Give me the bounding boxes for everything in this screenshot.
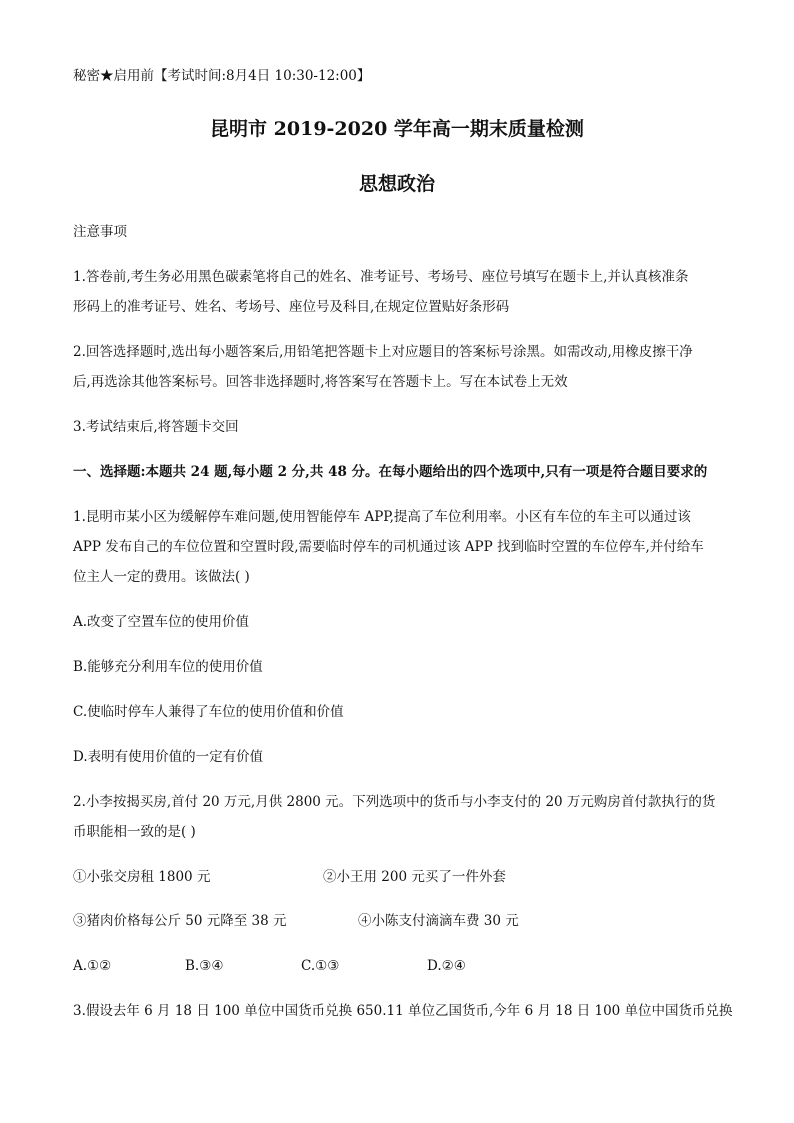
q2-option-d: D.②④ [427,958,466,974]
q1-option-b: B.能够充分利用车位的使用价值 [73,659,263,675]
q1-option-d: D.表明有使用价值的一定有价值 [73,749,264,765]
q1-option-a: A.改变了空置车位的使用价值 [73,614,250,630]
note-1-line-1: 1.答卷前,考生务必用黑色碳素笔将自己的姓名、准考证号、考场号、座位号填写在题卡上,并认真核准条 [73,269,689,285]
q1-line-1: 1.昆明市某小区为缓解停车难问题,使用智能停车 APP,提高了车位利用率。小区有车位的车主可以通过该 [73,509,691,525]
q2-statement-1: ①小张交房租 1800 元 [73,869,211,885]
note-3: 3.考试结束后,将答题卡交回 [73,419,239,435]
q1-line-3: 位主人一定的费用。该做法( ) [73,569,250,585]
q3-line-1: 3.假设去年 6 月 18 日 100 单位中国货币兑换 650.11 单位乙国货币,今年 6 月 18 日 100 单位中国货币兑换 [73,1003,733,1019]
subject-title: 思想政治 [358,173,435,195]
q2-line-1: 2.小李按揭买房,首付 20 万元,月供 2800 元。下列选项中的货币与小李支付的 20 万元购房首付款执行的货 [73,794,716,810]
q2-option-b: B.③④ [185,958,224,974]
q2-option-c: C.①③ [301,958,340,974]
q1-line-2: APP 发布自己的车位位置和空置时段,需要临时停车的司机通过该 APP 找到临时空置的车位停车,并付给车 [73,539,704,555]
notes-heading: 注意事项 [73,224,127,240]
note-1-line-2: 形码上的准考证号、姓名、考场号、座位号及科目,在规定位置贴好条形码 [73,299,510,315]
q1-option-c: C.使临时停车人兼得了车位的使用价值和价值 [73,704,344,720]
q2-statement-4: ④小陈支付滴滴车费 30 元 [358,913,519,929]
q2-statement-3: ③猪肉价格每公斤 50 元降至 38 元 [73,913,287,929]
q2-statement-2: ②小王用 200 元买了一件外套 [323,869,506,885]
q2-line-2: 币职能相一致的是( ) [73,824,196,840]
exam-title: 昆明市 2019-2020 学年高一期末质量检测 [210,118,584,140]
note-2-line-2: 后,再选涂其他答案标号。回答非选择题时,将答案写在答题卡上。写在本试卷上无效 [73,374,568,390]
note-2-line-1: 2.回答选择题时,选出每小题答案后,用铅笔把答题卡上对应题目的答案标号涂黑。如需改动,用橡皮擦干净 [73,344,693,360]
section-1-heading: 一、选择题:本题共 24 题,每小题 2 分,共 48 分。在每小题给出的四个选项中,只有一项是符合题目要求的 [73,464,708,480]
q2-option-a: A.①② [73,958,112,974]
secret-exam-time: 秘密★启用前【考试时间:8月4日 10:30-12:00】 [73,68,371,84]
